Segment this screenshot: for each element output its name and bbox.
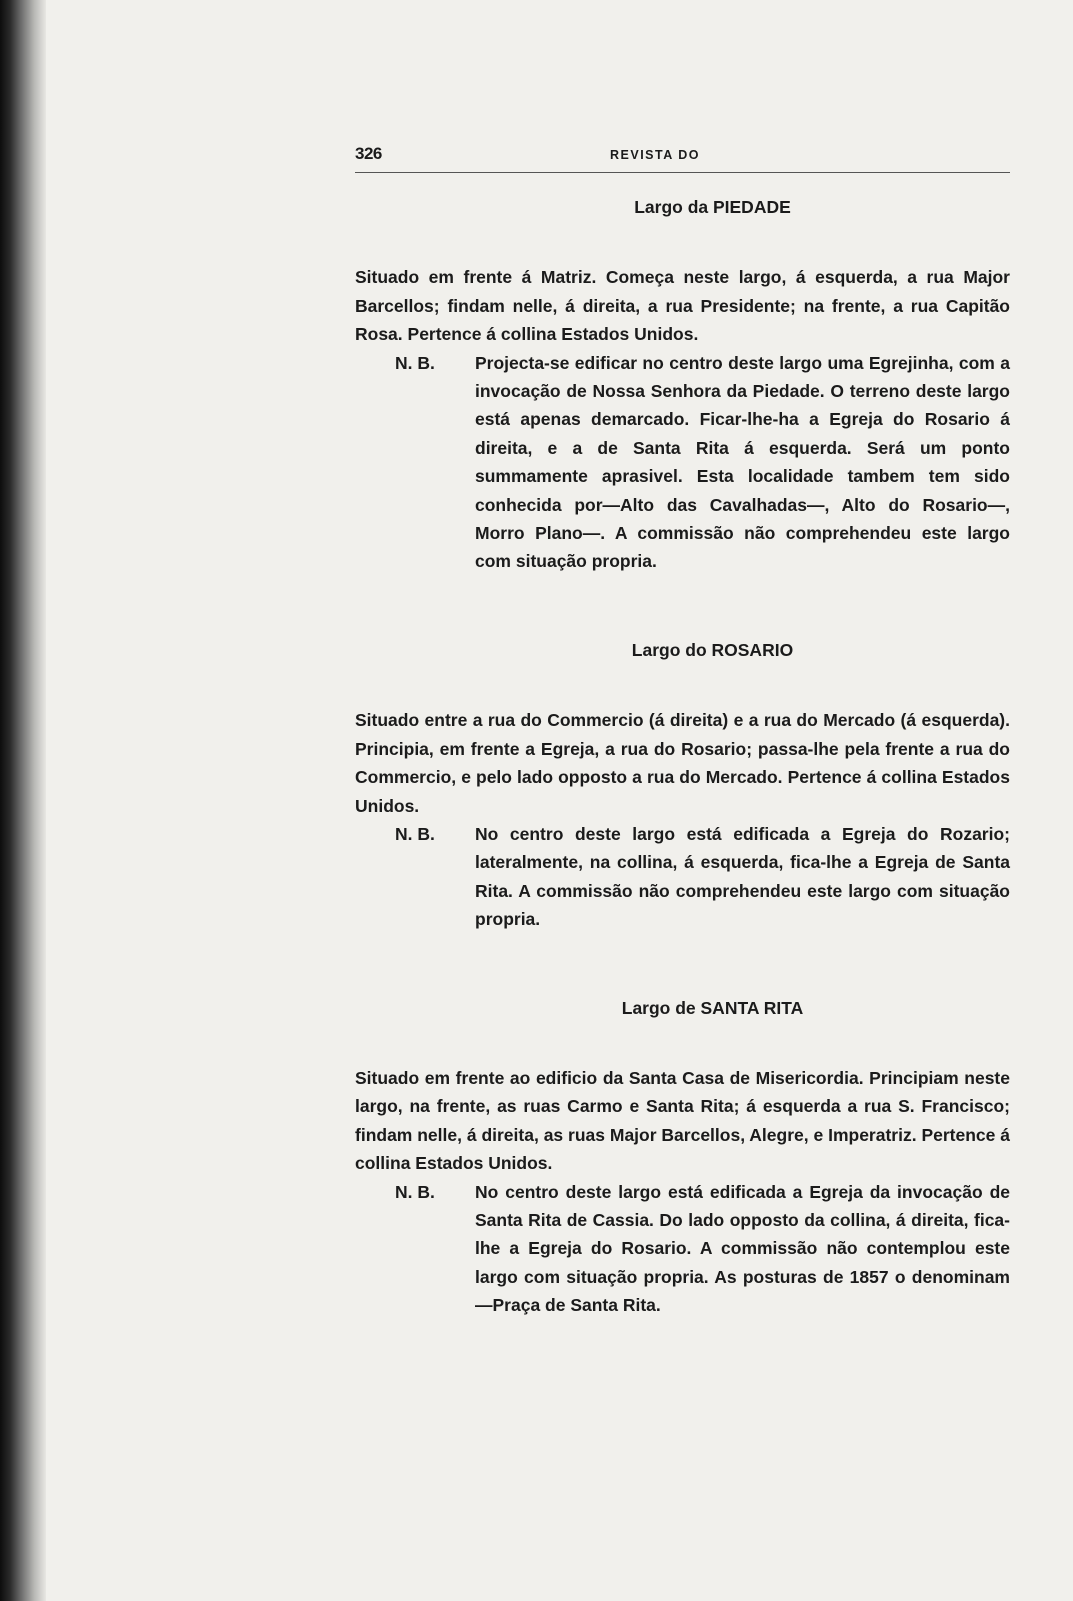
header-rule <box>355 172 1010 173</box>
note-text: No centro deste largo está edificada a Egreja da invocação de Santa Rita de Cassia. Do lado opposto da collina, á direita, fica-lhe a Egreja do Rosario. A commissão não contemplou este largo com situação propria. As posturas de 1857 o denominam—Praça de Santa Rita. <box>475 1181 1010 1316</box>
section-body: Situado em frente ao edificio da Santa Casa de Misericordia. Principiam neste largo, na frente, as ruas Carmo e Santa Rita; á esquerda a rua S. Francisco; findam nelle, á direita, as ruas Major Barcellos, Alegre, e Imperatriz. Pertence á collina Estados Unidos. <box>355 1067 1010 1174</box>
section-note <box>355 349 1010 576</box>
section-body: Situado entre a rua do Commercio (á direita) e a rua do Mercado (á esquerda). Principia, em frente a Egreja, a rua do Rosario; passa-lhe pela frente a rua do Commercio, e pelo lado opposto a rua do Mercado. Pertence á collina Estados Unidos. <box>355 710 1010 816</box>
section-note <box>355 1178 1010 1320</box>
section-title: Largo da PIEDADE <box>634 197 791 217</box>
page-header <box>355 140 1010 166</box>
section-rosario <box>355 636 1010 934</box>
section-body: Situado em frente á Matriz. Começa neste largo, á esquerda, a rua Major Barcellos; findam nelle, á direita, a rua Presidente; na frente, a rua Capitão Rosa. Pertence á collina Estados Unidos. <box>355 267 1010 345</box>
section-piedade <box>355 193 1010 576</box>
running-head: REVISTA DO <box>610 148 701 162</box>
section-title: Largo de SANTA RITA <box>621 997 804 1018</box>
note-label: N. B. <box>395 352 435 373</box>
note-text: No centro deste largo está edificada a Egreja do Rozario; lateralmente, na collina, á esquerda, fica-lhe a Egreja de Santa Rita. A commissão não comprehendeu este largo com situação propria. <box>475 823 1010 930</box>
book-binding-shadow <box>0 0 46 1601</box>
note-text: Projecta-se edificar no centro deste largo uma Egrejinha, com a invocação de Nossa Senhora da Piedade. O terreno deste largo está apenas demarcado. Ficar-lhe-ha a Egreja do Rosario á direita, e a de Santa Rita á esquerda. Será um ponto summamente aprasivel. Esta localidade tambem tem sido conhecida por—Alto das Cavalhadas—, Alto do Rosario—, Morro Plano—. A commissão não comprehendeu este largo com situação propria. <box>475 352 1010 572</box>
section-santa-rita <box>355 994 1010 1320</box>
book-page <box>355 140 1010 1320</box>
note-label: N. B. <box>395 1181 435 1202</box>
section-note <box>355 820 1010 934</box>
note-label: N. B. <box>395 823 435 844</box>
section-title: Largo do ROSARIO <box>631 639 794 660</box>
page-number: 326 <box>355 144 382 163</box>
